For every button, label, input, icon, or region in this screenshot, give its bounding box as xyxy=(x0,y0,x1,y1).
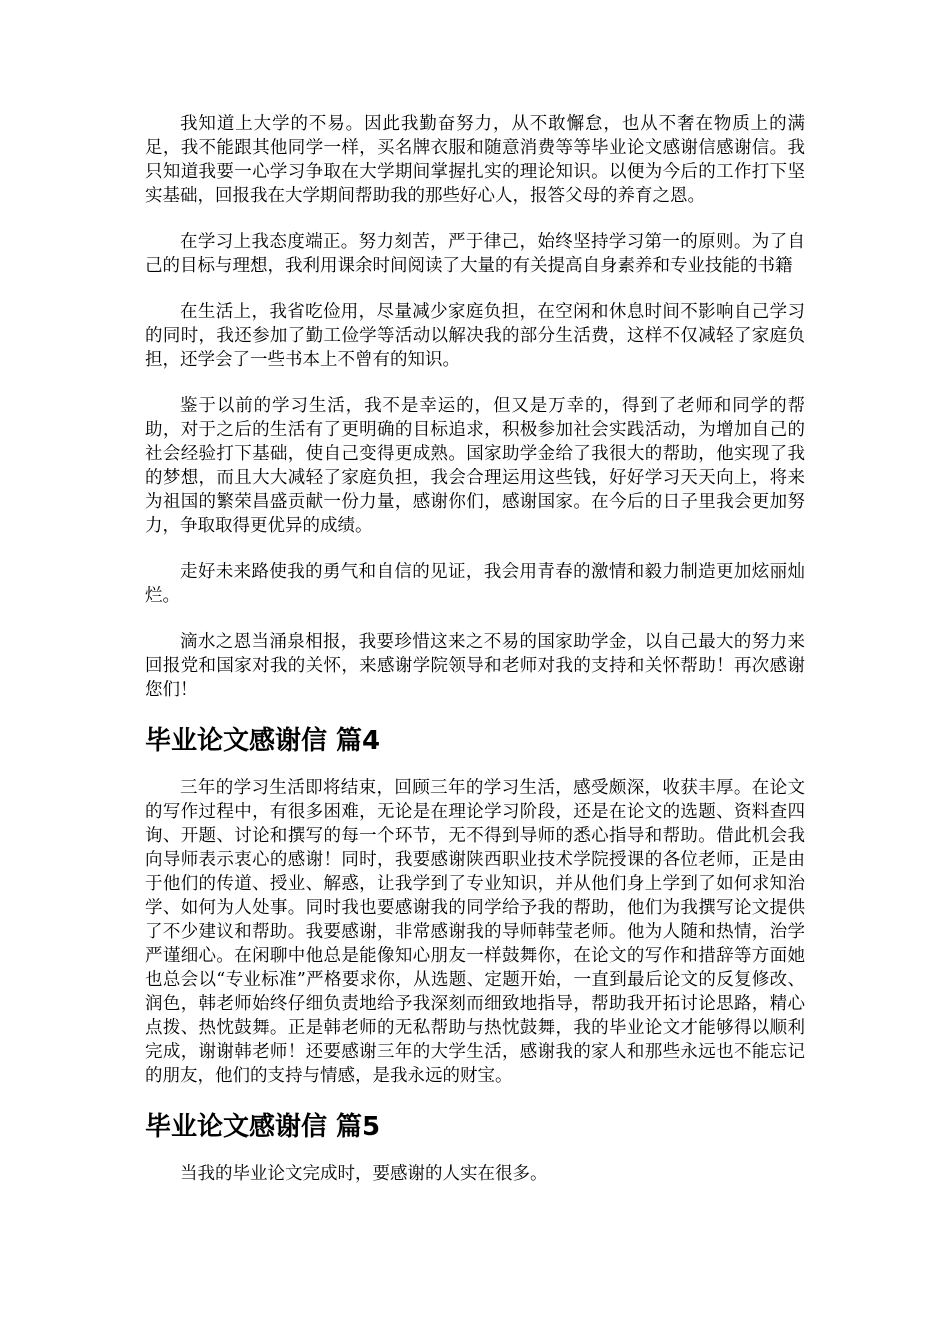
section-heading: 毕业论文感谢信 篇5 xyxy=(145,1112,381,1142)
paragraph: 在学习上我态度端正。努力刻苦，严于律己，始终坚持学习第一的原则。为了自己的目标与理想，我利用课余时间阅读了大量的有关提高自身素养和专业技能的书籍 xyxy=(145,232,805,276)
paragraph: 走好未来路使我的勇气和自信的见证，我会用青春的激情和毅力制造更加炫丽灿烂。 xyxy=(145,562,805,606)
paragraph: 滴水之恩当涌泉相报，我要珍惜这来之不易的国家助学金，以自己最大的努力来回报党和国家对我的关怀，来感谢学院领导和老师对我的支持和关怀帮助！再次感谢您们！ xyxy=(145,632,805,700)
paragraph: 三年的学习生活即将结束，回顾三年的学习生活，感受颇深，收获丰厚。在论文的写作过程中，有很多困难，无论是在理论学习阶段，还是在论文的选题、资料查四询、开题、讨论和撰写的每一个环节，无不得到导师的悉心指导和帮助。借此机会我向导师表示衷心的感谢！同时，我要感谢陕西职业技术学院授课的各位老师，正是由于他们的传道、授业、解惑，让我学到了专业知识，并从他们身上学到了如何求知治学、如何为人处事。同时我也要感谢我的同学给予我的帮助，他们为我撰写论文提供了不少建议和帮助。我要感谢，非常感谢我的导师韩莹老师。他为人随和热情，治学严谨细心。在闲聊中他总是能像知心朋友一样鼓舞你，在论文的写作和措辞等方面她也总会以“专业标准”严格要求你，从选题、定题开始，一直到最后论文的反复修改、润色，韩老师始终仔细负责地给予我深刻而细致地指导，帮助我开拓讨论思路，精心点拨、热忱鼓舞。正是韩老师的无私帮助与热忱鼓舞，我的毕业论文才能够得以顺利完成，谢谢韩老师！还要感谢三年的大学生活，感谢我的家人和那些永远也不能忘记的朋友，他们的支持与情感，是我永远的财宝。 xyxy=(145,778,805,1086)
paragraph: 在生活上，我省吃俭用，尽量减少家庭负担，在空闲和休息时间不影响自己学习的同时，我还参加了勤工俭学等活动以解决我的部分生活费，这样不仅减轻了家庭负担，还学会了一些书本上不曾有的知识。 xyxy=(145,302,805,370)
document-page xyxy=(145,112,805,1208)
section-heading: 毕业论文感谢信 篇4 xyxy=(145,726,381,756)
paragraph: 我知道上大学的不易。因此我勤奋努力，从不敢懈怠，也从不奢在物质上的满足，我不能跟其他同学一样，买名牌衣服和随意消费等等毕业论文感谢信感谢信。我只知道我要一心学习争取在大学期间掌握扎实的理论知识。以便为今后的工作打下坚实基础，回报我在大学期间帮助我的那些好心人，报答父母的养育之恩。 xyxy=(145,114,805,206)
paragraph: 鉴于以前的学习生活，我不是幸运的，但又是万幸的，得到了老师和同学的帮助，对于之后的生活有了更明确的目标追求，积极参加社会实践活动，为增加自己的社会经验打下基础，使自己变得更成熟。国家助学金给了我很大的帮助，他实现了我的梦想，而且大大减轻了家庭负担，我会合理运用这些钱，好好学习天天向上，将来为祖国的繁荣昌盛贡献一份力量，感谢你们，感谢国家。在今后的日子里我会更加努力，争取取得更优异的成绩。 xyxy=(145,396,805,536)
paragraph: 当我的毕业论文完成时，要感谢的人实在很多。 xyxy=(180,1164,548,1184)
